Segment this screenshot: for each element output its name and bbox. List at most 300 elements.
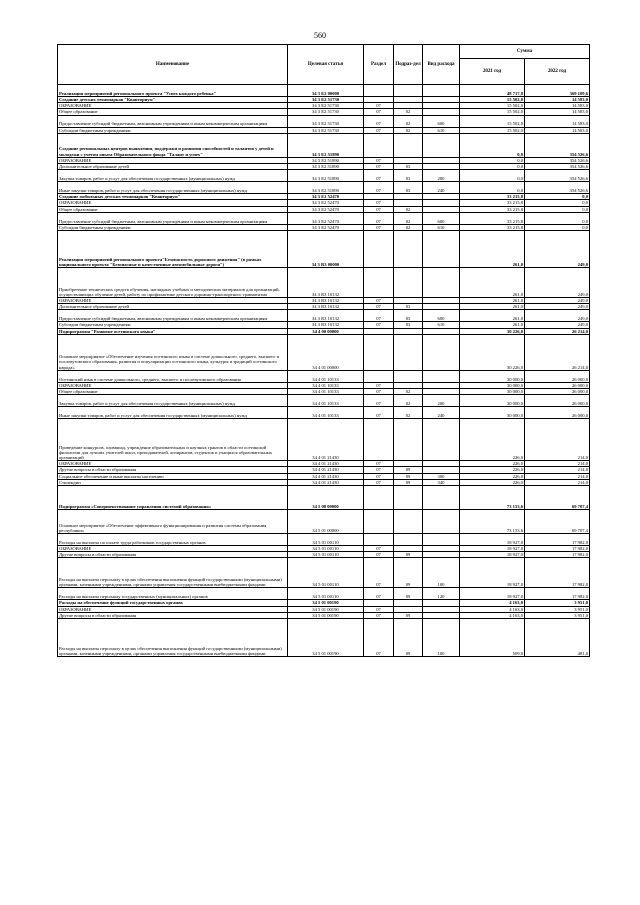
row-sum-2021: 73 153,6 — [460, 510, 525, 534]
row-name: ОБРАЗОВАНИЕ — [58, 461, 288, 467]
header-expense-type: Вид расхода — [423, 45, 460, 85]
row-sum-2021: 30 000,0 — [460, 370, 525, 382]
row-sum-2022: 0,0 — [525, 200, 590, 206]
table-row — [58, 97, 590, 103]
row-section: 07 — [364, 467, 394, 473]
row-sum-2022: 354 526,6 — [525, 170, 590, 182]
row-sum-2022: 69 707,4 — [525, 486, 590, 510]
table-row — [58, 558, 590, 588]
table-row — [58, 231, 590, 268]
row-name: Социальное обеспечение и иные выплаты населению — [58, 473, 288, 479]
row-section: 07 — [364, 157, 394, 163]
row-subsection: 02 — [394, 389, 423, 395]
row-name: Подпрограмма «Совершенствование управления системой образования» — [58, 486, 288, 510]
row-section: 07 — [364, 200, 394, 206]
row-sum-2021: 0,0 — [460, 157, 525, 163]
row-subsection: 02 — [394, 109, 423, 115]
row-article: 34 3 R3 10132 — [288, 298, 364, 304]
row-section: 07 — [364, 298, 394, 304]
row-sum-2022: 14 583,0 — [525, 109, 590, 115]
row-article: 34 3 E2 52470 — [288, 200, 364, 206]
row-expense-type: 610 — [423, 127, 460, 133]
table-row — [58, 588, 590, 600]
header-name: Наименование — [58, 45, 288, 85]
row-subsection: 02 — [394, 206, 423, 212]
row-article: 34 3 E2 52470 — [288, 224, 364, 230]
row-subsection: 03 — [394, 304, 423, 310]
row-name: Другие вопросы в области образования — [58, 552, 288, 558]
row-name: Дополнительное образование детей — [58, 304, 288, 310]
row-sum-2021: 0,0 — [460, 182, 525, 194]
row-name: Предоставление субсидий бюджетным, автономным учреждениям и иным некоммерческим организациям — [58, 212, 288, 224]
row-article: 34 5 01 00190 — [288, 619, 364, 657]
row-sum-2021: 226,0 — [460, 473, 525, 479]
row-name: ОБРАЗОВАНИЕ — [58, 546, 288, 552]
row-subsection: 09 — [394, 588, 423, 600]
row-subsection: 09 — [394, 612, 423, 618]
row-name: Субсидии бюджетным учреждениям — [58, 127, 288, 133]
row-sum-2022: 249,0 — [525, 298, 590, 304]
row-sum-2022: 26 000,0 — [525, 370, 590, 382]
table-row — [58, 328, 590, 334]
row-sum-2022: 26 000,0 — [525, 389, 590, 395]
row-article: 34 4 00 00000 — [288, 328, 364, 334]
row-subsection: 02 — [394, 395, 423, 407]
row-sum-2022: 354 526,6 — [525, 182, 590, 194]
row-article: 34 3 E2 51890 — [288, 157, 364, 163]
row-sum-2021: 33 215,8 — [460, 224, 525, 230]
row-section — [364, 486, 394, 510]
row-name: Дополнительное образование детей — [58, 164, 288, 170]
row-sum-2022: 354 526,6 — [525, 157, 590, 163]
row-section — [364, 231, 394, 268]
row-sum-2022: 3 951,0 — [525, 612, 590, 618]
table-body — [58, 85, 590, 657]
row-section: 07 — [364, 479, 394, 485]
row-article: 34 3 E2 51730 — [288, 127, 364, 133]
row-section: 07 — [364, 606, 394, 612]
row-name: Расходы на выплаты персоналу в целях обеспечения выполнения функций государственными (муниципальными) органами, казенными учреждениями, органами управления государственными внебюджетными фондами — [58, 619, 288, 657]
table-row — [58, 85, 590, 97]
row-section: 07 — [364, 212, 394, 224]
row-expense-type: 100 — [423, 558, 460, 588]
row-name: Создание детских технопарков "Кванториум" — [58, 97, 288, 103]
row-section: 07 — [364, 382, 394, 388]
row-name: Реализация мероприятий регионального проекта "Успех каждого ребенка" — [58, 85, 288, 97]
row-section: 07 — [364, 407, 394, 419]
row-section: 07 — [364, 182, 394, 194]
row-subsection: 03 — [394, 322, 423, 328]
row-section: 07 — [364, 612, 394, 618]
row-sum-2021: 0,0 — [460, 164, 525, 170]
row-sum-2021: 509,0 — [460, 619, 525, 657]
row-section — [364, 334, 394, 370]
row-expense-type: 610 — [423, 322, 460, 328]
row-name: ОБРАЗОВАНИЕ — [58, 298, 288, 304]
row-sum-2022: 26 214,0 — [525, 334, 590, 370]
header-article: Целевая статья — [288, 45, 364, 85]
row-section: 07 — [364, 127, 394, 133]
row-sum-2021: 261,0 — [460, 310, 525, 322]
row-section: 07 — [364, 588, 394, 600]
row-sum-2022: 249,0 — [525, 268, 590, 298]
row-subsection: 03 — [394, 310, 423, 322]
row-name: Приобретение технических средств обучения, наглядных учебных и методических материалов для организаций, осуществляющих обучение детей, работу по профилактике детского дорожно-транспортного травматизма — [58, 268, 288, 298]
row-name: Стипендии — [58, 479, 288, 485]
row-subsection: 09 — [394, 479, 423, 485]
row-subsection: 09 — [394, 467, 423, 473]
row-sum-2022: 0,0 — [525, 224, 590, 230]
row-sum-2021: 30 000,0 — [460, 389, 525, 395]
row-sum-2022: 249,0 — [525, 231, 590, 268]
row-subsection — [394, 534, 423, 546]
row-expense-type: 600 — [423, 212, 460, 224]
row-name: Основное мероприятие «Обеспечение изучения осетинского языка в системе дошкольного, среднего, высшего и послевузовского образования, развития и популяризации осетинского языка, культуры и традиций осетинского народа» — [58, 334, 288, 370]
row-name: Расходы на обеспечение функций государственных органов — [58, 600, 288, 606]
row-article: 34 5 01 00190 — [288, 606, 364, 612]
row-sum-2021: 261,0 — [460, 322, 525, 328]
row-sum-2022: 249,0 — [525, 310, 590, 322]
row-name: Общее образование — [58, 206, 288, 212]
row-sum-2021: 30 000,0 — [460, 382, 525, 388]
row-expense-type: 610 — [423, 224, 460, 230]
table-row — [58, 600, 590, 606]
row-sum-2021: 4 163,0 — [460, 600, 525, 606]
row-section: 07 — [364, 310, 394, 322]
row-article: 34 3 E2 51890 — [288, 133, 364, 157]
row-section: 07 — [364, 103, 394, 109]
header-sum: Сумма — [460, 45, 590, 59]
row-sum-2022: 17 982,0 — [525, 546, 590, 552]
row-name: Предоставление субсидий бюджетным, автономным учреждениям и иным некоммерческим организациям — [58, 115, 288, 127]
table-row — [58, 170, 590, 182]
row-subsection: 02 — [394, 212, 423, 224]
row-article: 34 3 R3 10132 — [288, 268, 364, 298]
row-article: 34 4 01 21430 — [288, 419, 364, 461]
page-number: 560 — [314, 31, 326, 40]
row-name: Проведение конкурсов, олимпиад, учреждение образовательных и научных грантов в области осетинской филологии для лучших учителей школ, преподавателей, аспирантов, студентов и учащихся образовательных организаций — [58, 419, 288, 461]
row-sum-2021: 15 502,0 — [460, 109, 525, 115]
row-article: 34 3 E2 51890 — [288, 164, 364, 170]
row-sum-2022: 214,0 — [525, 479, 590, 485]
row-sum-2021: 0,0 — [460, 170, 525, 182]
table-row — [58, 268, 590, 298]
row-article: 34 4 01 00000 — [288, 334, 364, 370]
row-sum-2021: 33 215,8 — [460, 194, 525, 200]
row-sum-2022: 26 000,0 — [525, 382, 590, 388]
table-row — [58, 133, 590, 157]
row-sum-2022: 26 000,0 — [525, 407, 590, 419]
row-subsection: 03 — [394, 164, 423, 170]
table-header — [58, 45, 590, 85]
row-sum-2021: 18 927,0 — [460, 546, 525, 552]
row-subsection: 02 — [394, 127, 423, 133]
row-article: 34 4 01 10133 — [288, 395, 364, 407]
row-sum-2022: 214,0 — [525, 461, 590, 467]
row-name: Субсидии бюджетным учреждениям — [58, 224, 288, 230]
row-name: Расходы на выплаты по оплате труда работников государственных органов — [58, 534, 288, 546]
row-sum-2022: 249,0 — [525, 322, 590, 328]
row-section: 07 — [364, 115, 394, 127]
row-sum-2021: 226,0 — [460, 461, 525, 467]
row-article: 34 4 01 21430 — [288, 479, 364, 485]
row-section: 07 — [364, 322, 394, 328]
row-expense-type — [423, 268, 460, 298]
table-row — [58, 534, 590, 546]
row-expense-type: 200 — [423, 170, 460, 182]
row-article: 34 5 01 00110 — [288, 588, 364, 600]
row-name: Иные закупки товаров, работ и услуг для обеспечения государственных (муниципальных) нужд — [58, 407, 288, 419]
budget-table — [57, 44, 590, 657]
row-name: Субсидии бюджетным учреждениям — [58, 322, 288, 328]
row-expense-type — [423, 534, 460, 546]
row-expense-type: 120 — [423, 588, 460, 600]
row-sum-2021: 18 927,0 — [460, 588, 525, 600]
row-name: ОБРАЗОВАНИЕ — [58, 103, 288, 109]
row-expense-type: 300 — [423, 473, 460, 479]
row-article: 34 3 E2 51890 — [288, 182, 364, 194]
row-subsection: 02 — [394, 224, 423, 230]
row-subsection: 09 — [394, 558, 423, 588]
row-subsection: 09 — [394, 552, 423, 558]
row-sum-2021: 15 502,0 — [460, 127, 525, 133]
row-expense-type: 600 — [423, 310, 460, 322]
row-section — [364, 133, 394, 157]
row-sum-2022: 26 214,0 — [525, 328, 590, 334]
row-subsection: 02 — [394, 407, 423, 419]
row-article: 34 4 01 21430 — [288, 461, 364, 467]
row-expense-type: 240 — [423, 182, 460, 194]
row-sum-2021: 261,0 — [460, 298, 525, 304]
row-name: ОБРАЗОВАНИЕ — [58, 382, 288, 388]
row-section: 07 — [364, 619, 394, 657]
row-name: Общее образование — [58, 109, 288, 115]
row-sum-2021: 15 502,0 — [460, 103, 525, 109]
row-sum-2022: 69 707,4 — [525, 510, 590, 534]
row-sum-2021: 18 927,0 — [460, 552, 525, 558]
row-subsection — [394, 334, 423, 370]
row-section: 07 — [364, 546, 394, 552]
row-sum-2022: 214,0 — [525, 419, 590, 461]
row-expense-type: 340 — [423, 479, 460, 485]
row-subsection — [394, 231, 423, 268]
row-name: ОБРАЗОВАНИЕ — [58, 157, 288, 163]
row-sum-2021: 226,0 — [460, 419, 525, 461]
row-article: 34 5 01 00110 — [288, 552, 364, 558]
row-expense-type: 600 — [423, 115, 460, 127]
row-name: Общее образование — [58, 389, 288, 395]
row-sum-2021: 261,0 — [460, 231, 525, 268]
row-sum-2021: 30 226,0 — [460, 328, 525, 334]
table-row — [58, 395, 590, 407]
row-article: 34 4 01 10133 — [288, 407, 364, 419]
row-name: Закупка товаров, работ и услуг для обеспечения государственных (муниципальных) нужд — [58, 170, 288, 182]
row-section: 07 — [364, 395, 394, 407]
row-sum-2021: 226,0 — [460, 467, 525, 473]
row-subsection: 02 — [394, 115, 423, 127]
row-sum-2022: 214,0 — [525, 467, 590, 473]
row-name: Предоставление субсидий бюджетным, автономным учреждениям и иным некоммерческим организациям — [58, 310, 288, 322]
row-sum-2021: 0,0 — [460, 133, 525, 157]
row-article: 34 5 00 00000 — [288, 486, 364, 510]
table-row — [58, 486, 590, 510]
header-year-2022: 2022 год — [525, 59, 590, 85]
row-article: 34 3 E2 51730 — [288, 97, 364, 103]
row-subsection — [394, 85, 423, 97]
row-sum-2021: 33 215,8 — [460, 206, 525, 212]
row-subsection — [394, 133, 423, 157]
row-section: 07 — [364, 304, 394, 310]
table-row — [58, 310, 590, 322]
row-name: Создание региональных центров выявления, поддержки и развития способностей и талантов у детей и молодежи с учетом опыта Образовательного фонда "Талант и успех" — [58, 133, 288, 157]
row-expense-type — [423, 370, 460, 382]
row-subsection — [394, 370, 423, 382]
row-sum-2022: 14 583,0 — [525, 115, 590, 127]
table-row — [58, 334, 590, 370]
row-name: Расходы на выплаты персоналу в целях обеспечения выполнения функций государственными (муниципальными) органами, казенными учреждениями, органами управления государственными внебюджетными фондами — [58, 558, 288, 588]
row-sum-2021: 226,0 — [460, 479, 525, 485]
row-sum-2022: 0,0 — [525, 212, 590, 224]
row-section: 07 — [364, 109, 394, 115]
row-name: Создание мобильных детских технопарков "Кванториум" — [58, 194, 288, 200]
row-article: 34 5 01 00190 — [288, 612, 364, 618]
row-sum-2022: 17 982,0 — [525, 588, 590, 600]
row-article: 34 3 R3 00000 — [288, 231, 364, 268]
row-article: 34 3 E2 51730 — [288, 103, 364, 109]
row-subsection — [394, 268, 423, 298]
row-sum-2022: 0,0 — [525, 194, 590, 200]
row-article: 34 3 E2 51730 — [288, 109, 364, 115]
row-name: ОБРАЗОВАНИЕ — [58, 606, 288, 612]
row-name: Другие вопросы в области образования — [58, 612, 288, 618]
row-article: 34 3 E2 52470 — [288, 212, 364, 224]
row-sum-2021: 261,0 — [460, 304, 525, 310]
row-name: ОБРАЗОВАНИЕ — [58, 200, 288, 206]
row-sum-2022: 14 583,0 — [525, 97, 590, 103]
row-section: 07 — [364, 170, 394, 182]
row-name: Основное мероприятие «Обеспечение эффективного функционирования и развития системы образования республики» — [58, 510, 288, 534]
table-row — [58, 212, 590, 224]
row-sum-2022: 214,0 — [525, 473, 590, 479]
row-section: 07 — [364, 206, 394, 212]
table-row — [58, 407, 590, 419]
row-sum-2022: 17 982,0 — [525, 558, 590, 588]
row-subsection — [394, 486, 423, 510]
row-subsection — [394, 419, 423, 461]
row-name: Закупка товаров, работ и услуг для обеспечения государственных (муниципальных) нужд — [58, 395, 288, 407]
row-article: 34 5 01 00110 — [288, 546, 364, 552]
row-section: 07 — [364, 389, 394, 395]
row-sum-2022: 481,0 — [525, 619, 590, 657]
row-article: 34 3 E2 51730 — [288, 115, 364, 127]
row-expense-type — [423, 510, 460, 534]
row-name: Реализация мероприятий регионального проекта"Безопасность дорожного движения" (в рамках национального проекта "Безопасные и качественные автомобильные дороги") — [58, 231, 288, 268]
row-section — [364, 268, 394, 298]
row-name: Осетинский язык в системе дошкольного, среднего, высшего и послевузовского образования — [58, 370, 288, 382]
row-sum-2021: 33 215,8 — [460, 212, 525, 224]
row-sum-2021: 18 927,0 — [460, 558, 525, 588]
row-article: 34 3 E2 51890 — [288, 170, 364, 182]
table-row — [58, 619, 590, 657]
row-sum-2022: 249,0 — [525, 304, 590, 310]
row-section: 07 — [364, 552, 394, 558]
row-sum-2021: 261,0 — [460, 268, 525, 298]
row-section: 07 — [364, 224, 394, 230]
row-sum-2022: 354 526,6 — [525, 133, 590, 157]
row-article: 34 4 01 10133 — [288, 389, 364, 395]
row-sum-2021: 15 502,0 — [460, 115, 525, 127]
row-subsection — [394, 510, 423, 534]
row-sum-2021: 4 163,0 — [460, 606, 525, 612]
row-section: 07 — [364, 461, 394, 467]
row-expense-type: 240 — [423, 407, 460, 419]
row-article: 34 3 E2 00000 — [288, 85, 364, 97]
row-sum-2021: 18 927,0 — [460, 534, 525, 546]
row-article: 34 5 01 00110 — [288, 534, 364, 546]
row-sum-2022: 17 982,0 — [525, 534, 590, 546]
row-subsection: 09 — [394, 619, 423, 657]
table-row — [58, 370, 590, 382]
row-article: 34 5 01 00000 — [288, 510, 364, 534]
table-row — [58, 419, 590, 461]
row-section: 07 — [364, 558, 394, 588]
row-subsection: 09 — [394, 473, 423, 479]
row-sum-2022: 14 583,0 — [525, 127, 590, 133]
row-section — [364, 534, 394, 546]
row-subsection: 03 — [394, 182, 423, 194]
row-expense-type — [423, 486, 460, 510]
table-row — [58, 182, 590, 194]
table-row — [58, 510, 590, 534]
row-section — [364, 85, 394, 97]
row-expense-type: 200 — [423, 395, 460, 407]
row-sum-2021: 73 153,6 — [460, 486, 525, 510]
row-article: 34 5 01 00190 — [288, 600, 364, 606]
row-sum-2022: 17 982,0 — [525, 552, 590, 558]
row-sum-2022: 0,0 — [525, 206, 590, 212]
row-sum-2021: 30 000,0 — [460, 395, 525, 407]
row-article: 34 4 01 21430 — [288, 467, 364, 473]
row-article: 34 3 E2 52470 — [288, 194, 364, 200]
row-name: Другие вопросы в области образования — [58, 467, 288, 473]
row-article: 34 4 01 21430 — [288, 473, 364, 479]
row-sum-2022: 369 109,6 — [525, 85, 590, 97]
row-section: 07 — [364, 473, 394, 479]
row-expense-type — [423, 133, 460, 157]
header-section: Раздел — [364, 45, 394, 85]
row-expense-type — [423, 334, 460, 370]
row-expense-type — [423, 231, 460, 268]
row-section: 07 — [364, 164, 394, 170]
row-expense-type — [423, 85, 460, 97]
row-sum-2022: 3 951,0 — [525, 606, 590, 612]
row-sum-2021: 15 502,0 — [460, 97, 525, 103]
row-name: Подпрограмма "Развитие осетинского языка" — [58, 328, 288, 334]
row-expense-type — [423, 419, 460, 461]
header-year-2021: 2021 год — [460, 59, 525, 85]
row-section — [364, 419, 394, 461]
row-article: 34 5 01 00110 — [288, 558, 364, 588]
row-sum-2021: 4 163,0 — [460, 612, 525, 618]
row-subsection: 03 — [394, 170, 423, 182]
row-expense-type: 100 — [423, 619, 460, 657]
row-sum-2021: 33 215,8 — [460, 200, 525, 206]
row-article: 34 4 01 10133 — [288, 382, 364, 388]
row-sum-2022: 354 526,6 — [525, 164, 590, 170]
row-article: 34 4 01 10133 — [288, 370, 364, 382]
row-section — [364, 370, 394, 382]
header-subsection: Подраз-дел — [394, 45, 423, 85]
